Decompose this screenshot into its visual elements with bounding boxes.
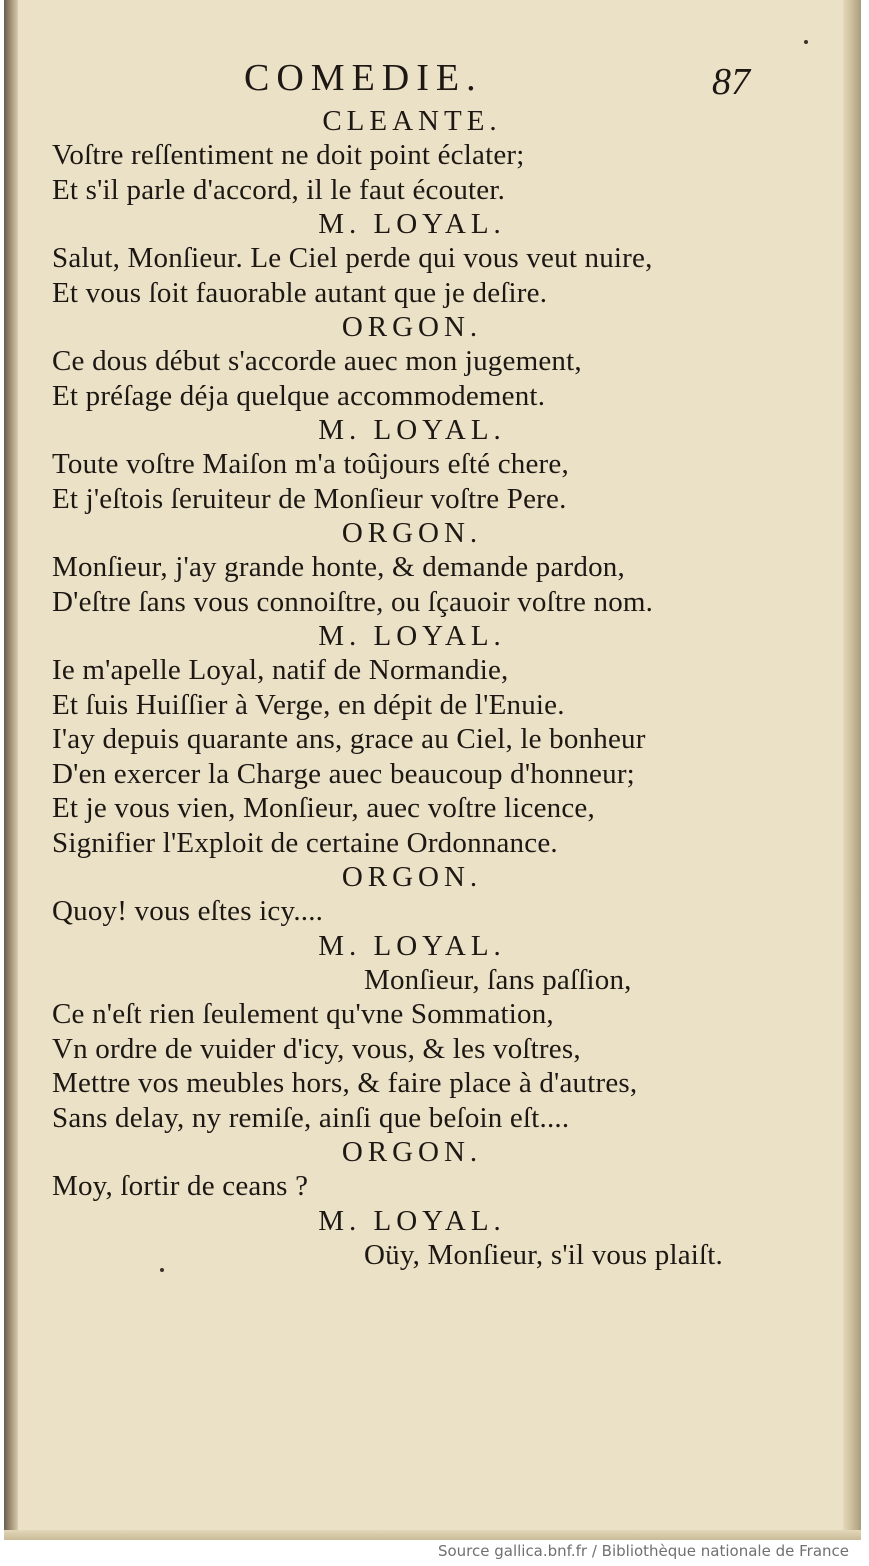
page-header xyxy=(4,56,861,102)
verse-line: Ce n'eſt rien ſeulement qu'vne Sommation, xyxy=(52,998,554,1030)
speaker-heading: ORGON. xyxy=(341,517,483,549)
verse-line: Et préſage déja quelque accommodement. xyxy=(52,379,546,412)
verse-line: Sans delay, ny remiſe, ainſi que beſoin eſt.... xyxy=(52,1101,570,1134)
verse-line: Et j'eſtois ſeruiteur de Monſieur voſtre Pere. xyxy=(52,482,567,515)
verse-line: Et je vous vien, Monſieur, auec voſtre licence, xyxy=(52,792,595,824)
verse-line: Salut, Monſieur. Le Ciel perde qui vous veut nuire, xyxy=(52,242,653,274)
speaker-heading: M. LOYAL. xyxy=(318,208,506,240)
running-title: COMEDIE. xyxy=(244,57,483,99)
verse-line: Ie m'apelle Loyal, natif de Normandie, xyxy=(52,654,509,686)
speaker-heading: ORGON. xyxy=(341,1136,483,1168)
verse-line: Toute voſtre Maiſon m'a toûjours eſté chere, xyxy=(52,448,569,480)
verse-line: Et s'il parle d'accord, il le faut écouter. xyxy=(52,173,506,206)
verse-line: Et ſuis Huiſſier à Verge, en dépit de l'Enuie. xyxy=(52,688,565,721)
verse-line: Oüy, Monſieur, s'il vous plaiſt. xyxy=(364,1238,723,1271)
source-attribution: Source gallica.bnf.fr / Bibliothèque nationale de France xyxy=(437,1542,849,1560)
speaker-heading: ORGON. xyxy=(341,311,483,343)
book-page xyxy=(4,0,861,1540)
speaker-heading: M. LOYAL. xyxy=(318,929,506,962)
paper-speck xyxy=(804,40,808,44)
verse-line: Mettre vos meubles hors, & faire place à d'autres, xyxy=(52,1067,638,1099)
page-gutter xyxy=(4,0,18,1540)
verse-line: Moy, ſortir de ceans ? xyxy=(52,1170,309,1202)
speaker-heading: M. LOYAL. xyxy=(318,620,506,652)
page-bottom-edge xyxy=(4,1530,861,1540)
verse-line: I'ay depuis quarante ans, grace au Ciel, le bonheur xyxy=(52,723,646,755)
verse-line: Ce dous début s'accorde auec mon jugement, xyxy=(52,345,582,377)
speaker-heading: M. LOYAL. xyxy=(318,414,506,446)
speaker-heading: ORGON. xyxy=(341,861,483,893)
verse-line: Monſieur, j'ay grande honte, & demande pardon, xyxy=(52,551,625,583)
verse-line: Vn ordre de vuider d'icy, vous, & les voſtres, xyxy=(52,1032,581,1065)
verse-line: Monſieur, ſans paſſion, xyxy=(364,963,632,996)
speaker-heading: M. LOYAL. xyxy=(318,1204,506,1237)
verse-line: Quoy! vous eſtes icy.... xyxy=(52,895,324,927)
verse-line: Et vous ſoit fauorable autant que je deſire. xyxy=(52,276,548,309)
page-number: 87 xyxy=(712,61,750,103)
verse-line: D'eſtre ſans vous connoiſtre, ou ſçauoir voſtre nom. xyxy=(52,585,654,618)
speaker-heading: CLEANTE. xyxy=(322,105,502,137)
verse-line: Signifier l'Exploit de certaine Ordonnance. xyxy=(52,826,558,859)
verse-line: D'en exercer la Charge auec beaucoup d'honneur; xyxy=(52,757,635,790)
play-text xyxy=(52,104,772,1272)
paper-speck xyxy=(160,1268,164,1272)
verse-line: Voſtre reſſentiment ne doit point éclater; xyxy=(52,139,525,171)
page-edge xyxy=(843,0,861,1540)
